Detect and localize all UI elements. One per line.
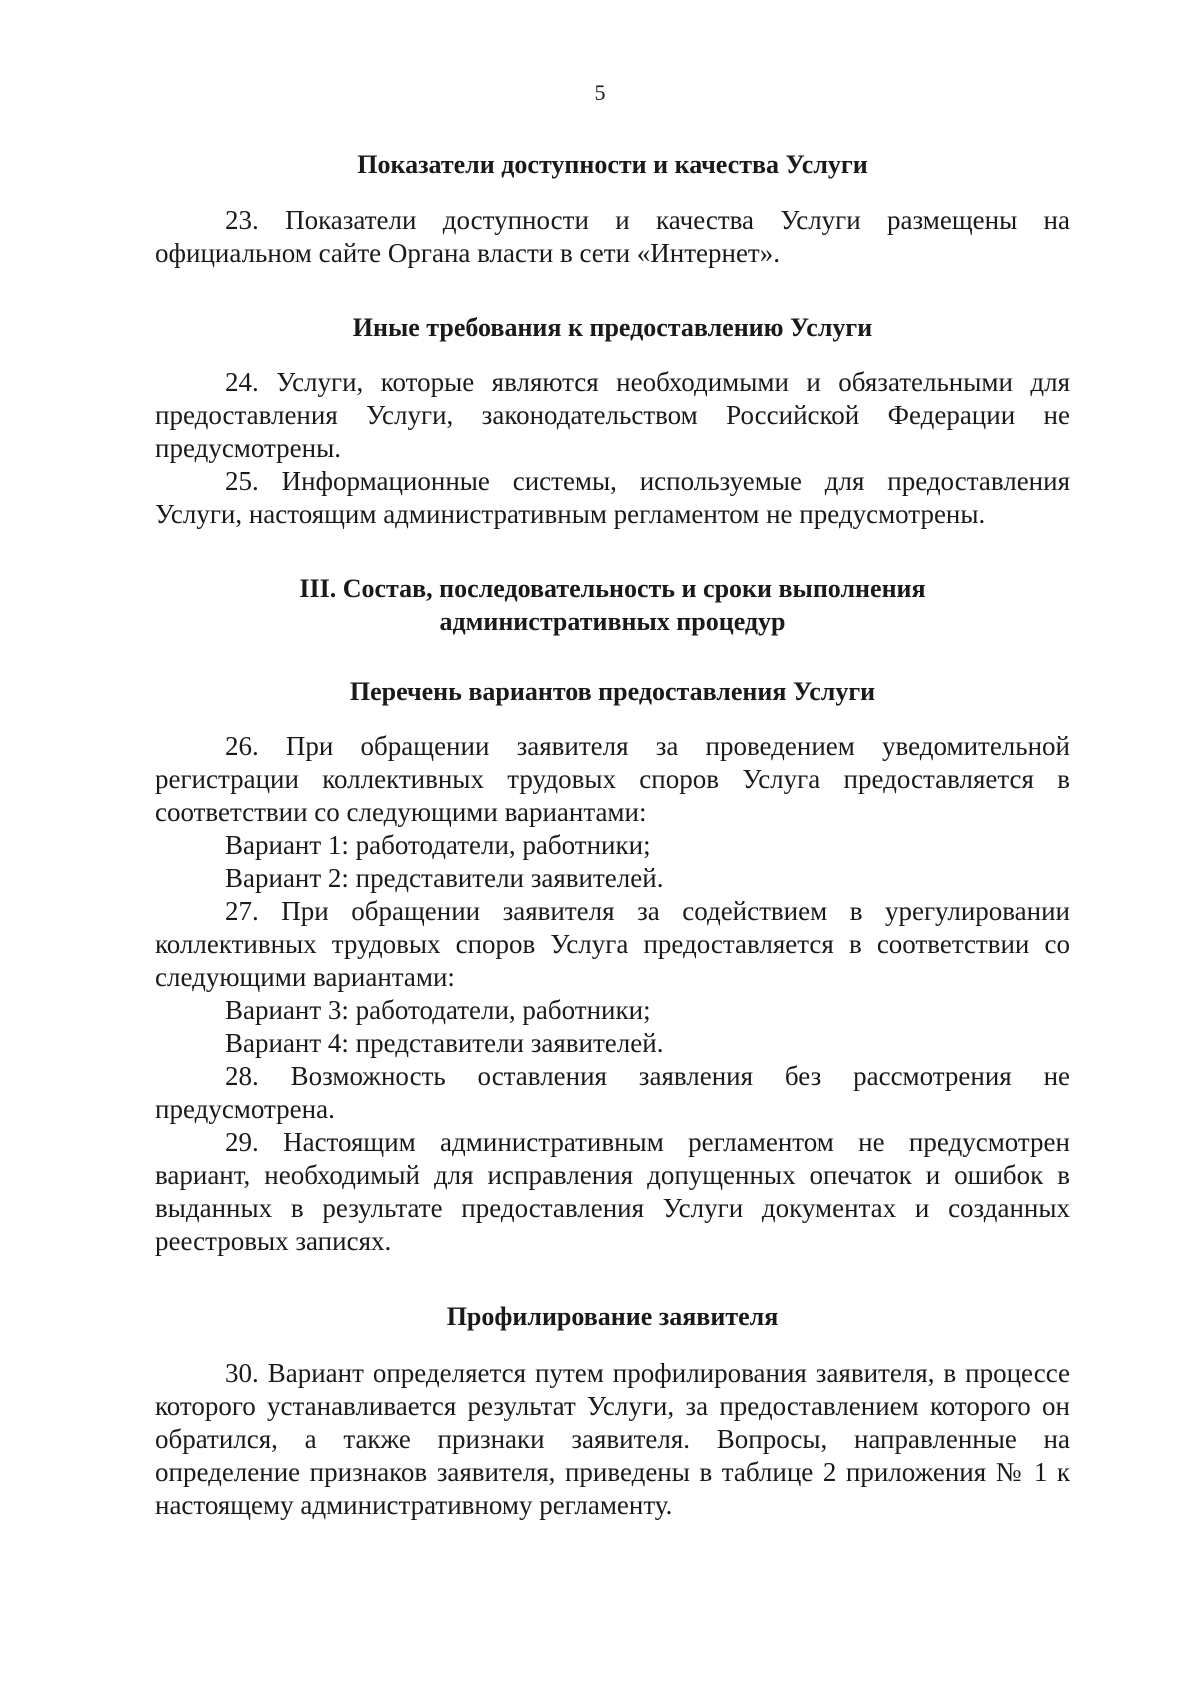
paragraph-23: 23. Показатели доступности и качества Услуги размещены на официальном сайте Органа власти в сети «Интернет». xyxy=(155,205,1070,268)
heading-other-requirements: Иные требования к предоставлению Услуги xyxy=(352,313,873,342)
page-number: 5 xyxy=(594,80,606,105)
variant-2: Вариант 2: представители заявителей. xyxy=(225,863,664,893)
paragraph-28: 28. Возможность оставления заявления без рассмотрения не предусмотрена. xyxy=(155,1061,1070,1124)
heading-section-3-line1: III. Состав, последовательность и сроки выполнения xyxy=(299,574,926,603)
heading-section-3 xyxy=(155,572,1070,638)
paragraph-27: 27. При обращении заявителя за содействием в урегулировании коллективных трудовых споров Услуга предоставляется в соответствии со следующими вариантами: xyxy=(155,896,1070,992)
heading-applicant-profiling: Профилирование заявителя xyxy=(446,1302,779,1331)
variant-3: Вариант 3: работодатели, работники; xyxy=(225,995,651,1025)
paragraph-24: 24. Услуги, которые являются необходимыми и обязательными для предоставления Услуги, законодательством Российской Федерации не предусмотрены. xyxy=(155,367,1070,463)
paragraph-26: 26. При обращении заявителя за проведением уведомительной регистрации коллективных трудовых споров Услуга предоставляется в соответствии со следующими вариантами: xyxy=(155,731,1070,827)
heading-availability-quality: Показатели доступности и качества Услуги xyxy=(357,150,868,179)
paragraph-30: 30. Вариант определяется путем профилирования заявителя, в процессе которого устанавливается результат Услуги, за предоставлением которого он обратился, а также признаки заявителя. Вопросы, направленные на определение признаков заявителя, приведены в таблице 2 приложения № 1 к настоящему административному регламенту. xyxy=(155,1358,1070,1520)
document-body xyxy=(155,148,1070,1522)
heading-section-3-line2: административных процедур xyxy=(439,607,786,636)
variant-4: Вариант 4: представители заявителей. xyxy=(225,1028,664,1058)
paragraph-25: 25. Информационные системы, используемые для предоставления Услуги, настоящим административным регламентом не предусмотрены. xyxy=(155,466,1070,529)
variant-1: Вариант 1: работодатели, работники; xyxy=(225,830,651,860)
heading-variants-list: Перечень вариантов предоставления Услуги xyxy=(349,677,876,706)
paragraph-29: 29. Настоящим административным регламентом не предусмотрен вариант, необходимый для исправления допущенных опечаток и ошибок в выданных в результате предоставления Услуги документах и созданных реестровых записях. xyxy=(155,1127,1070,1256)
